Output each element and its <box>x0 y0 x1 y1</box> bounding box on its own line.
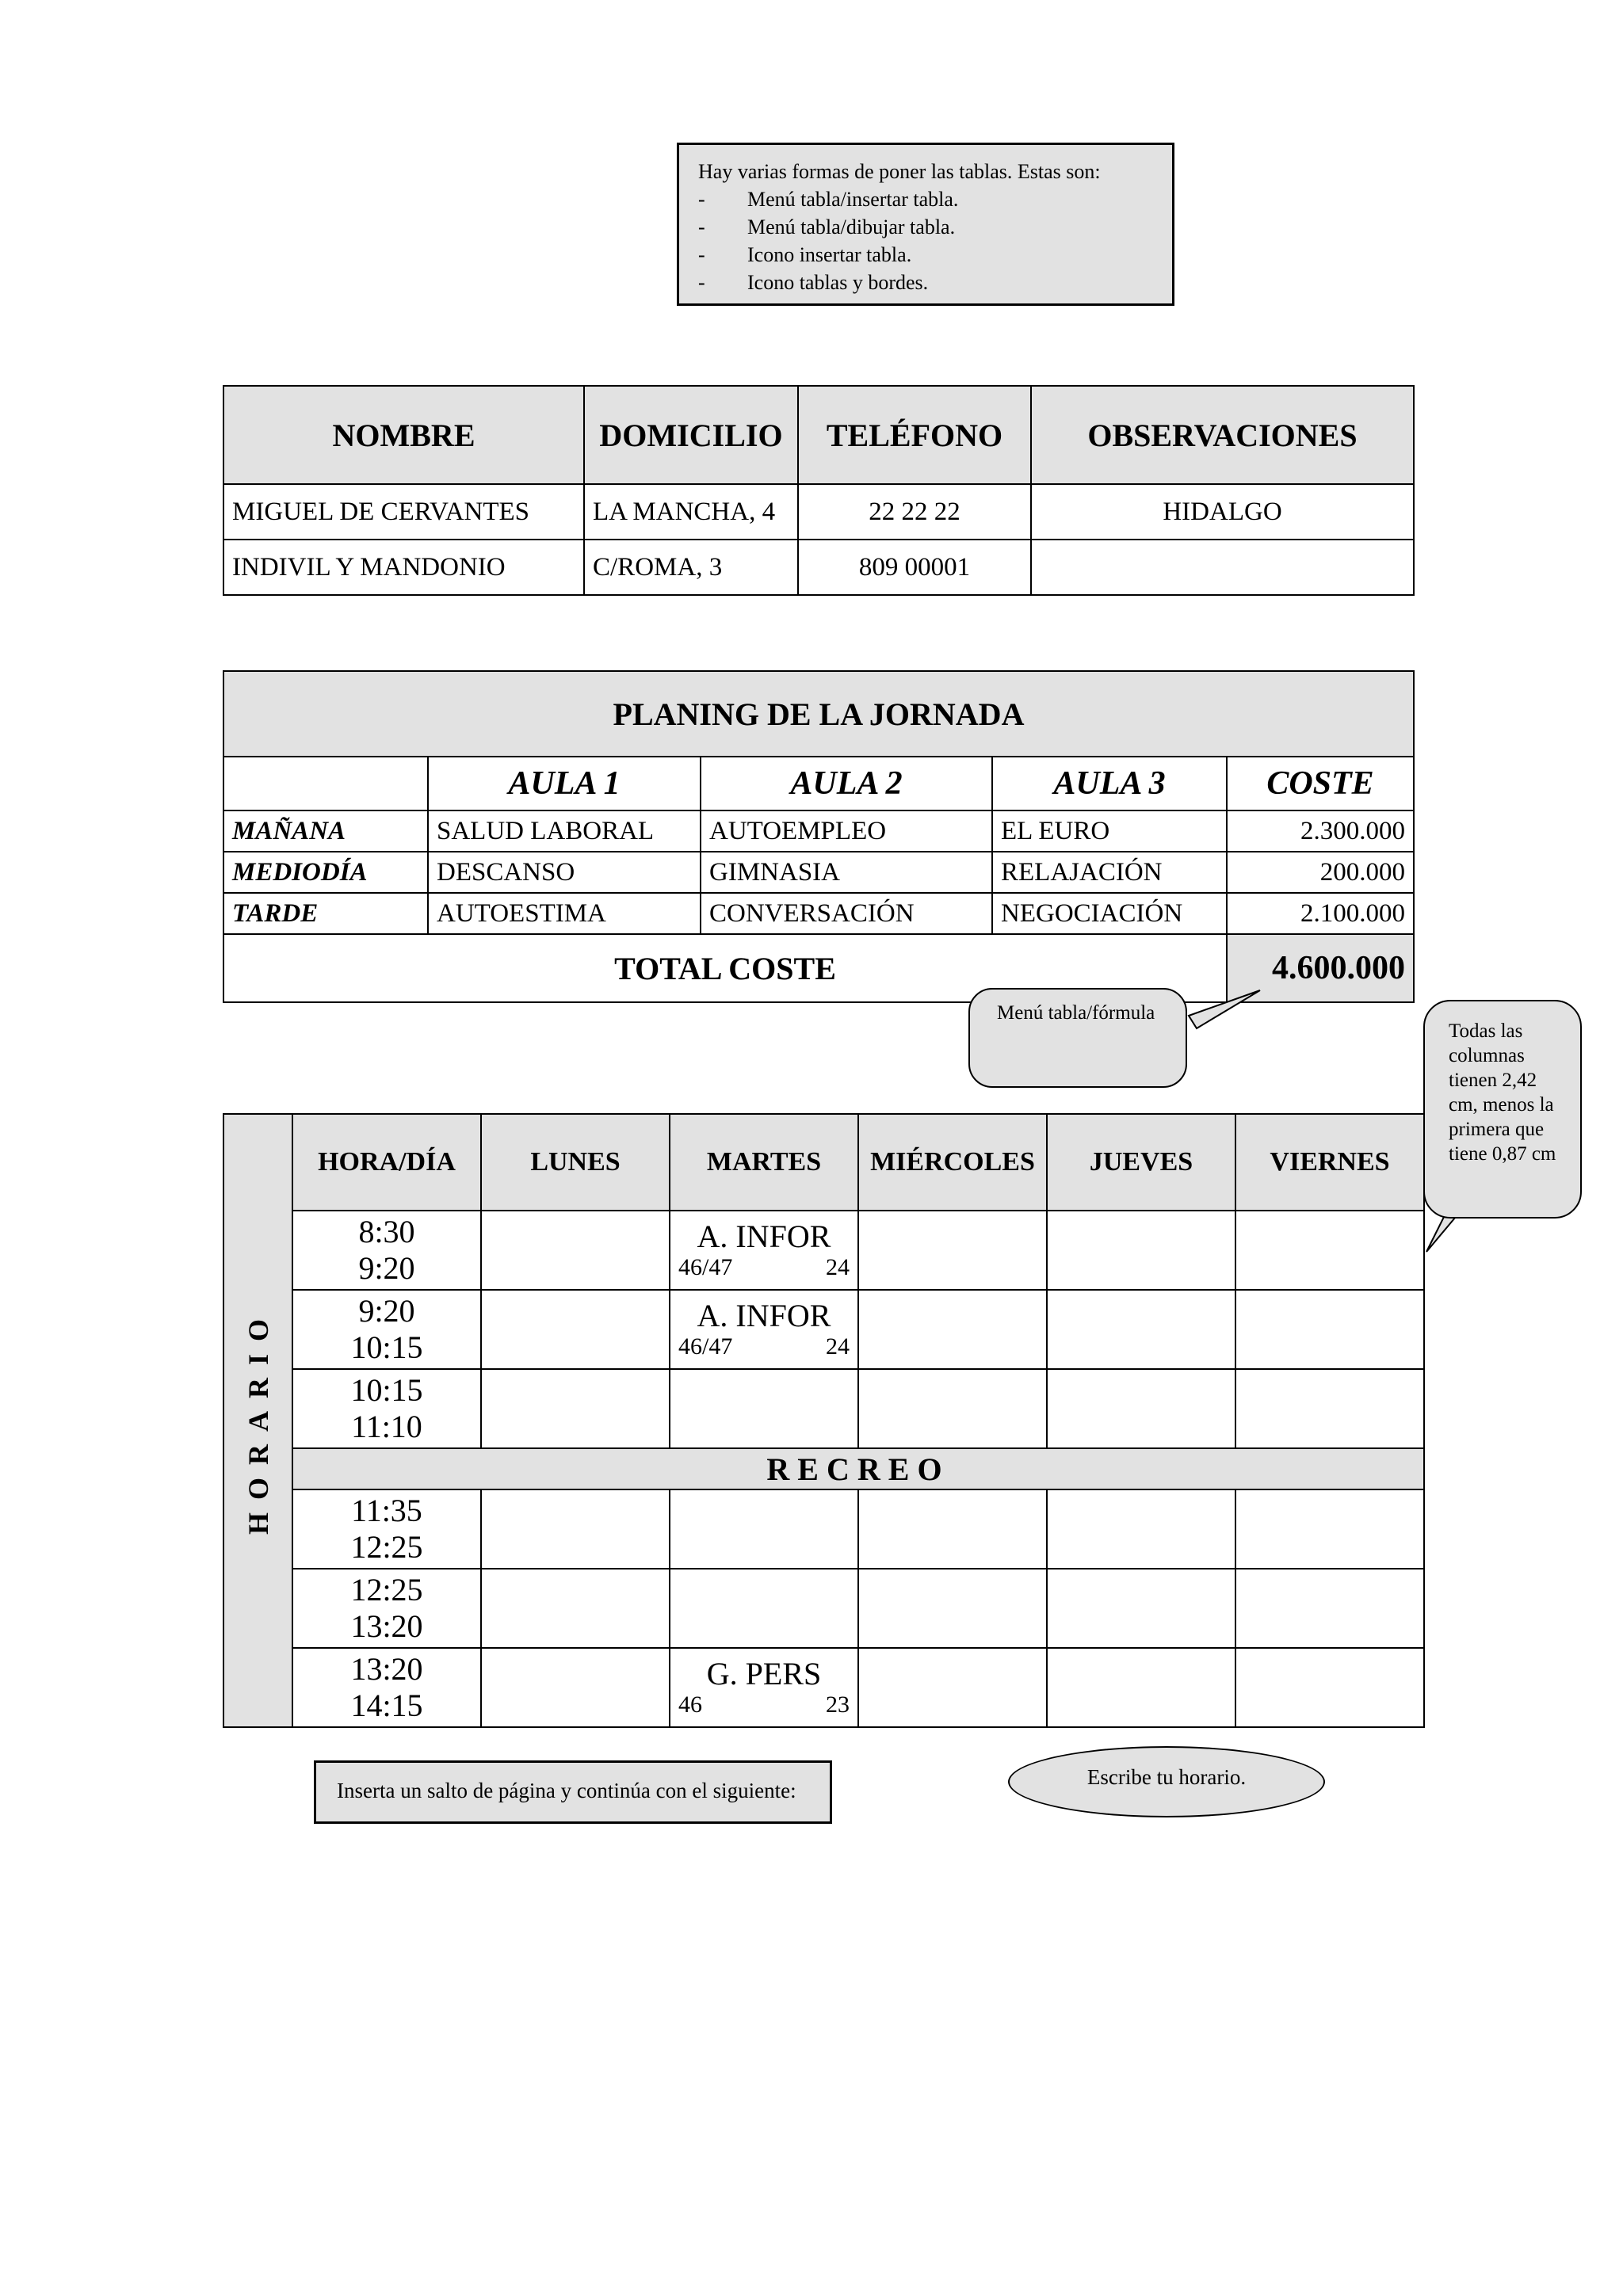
cell-viernes <box>1235 1489 1424 1569</box>
cell-lunes <box>481 1569 670 1648</box>
cell-martes <box>670 1489 858 1569</box>
planning-title-row <box>223 671 1414 757</box>
schedule-table <box>223 1113 1425 1728</box>
cell: HIDALGO <box>1031 484 1414 540</box>
cell-miercoles <box>858 1489 1047 1569</box>
cell: EL EURO <box>992 810 1227 852</box>
cell: SALUD LABORAL <box>428 810 701 852</box>
schedule-side-label: HORARIO <box>223 1114 292 1727</box>
time-cell: 8:30 9:20 <box>292 1211 481 1290</box>
code: 24 <box>826 1254 850 1280</box>
table-row <box>223 1369 1424 1448</box>
header-jueves: JUEVES <box>1047 1114 1235 1211</box>
cell-viernes <box>1235 1648 1424 1727</box>
table-row <box>223 810 1414 852</box>
cell: 809 00001 <box>798 540 1031 595</box>
cell: RELAJACIÓN <box>992 852 1227 893</box>
cost-cell: 200.000 <box>1227 852 1414 893</box>
header-miercoles: MIÉRCOLES <box>858 1114 1047 1211</box>
cell-jueves <box>1047 1648 1235 1727</box>
cell: C/ROMA, 3 <box>584 540 798 595</box>
room: 46 <box>678 1691 702 1718</box>
cell-viernes <box>1235 1369 1424 1448</box>
cell: GIMNASIA <box>701 852 992 893</box>
header-viernes: VIERNES <box>1235 1114 1424 1211</box>
contacts-table <box>223 385 1415 596</box>
planning-title: PLANING DE LA JORNADA <box>223 671 1414 757</box>
row-label: TARDE <box>223 893 428 934</box>
cell-lunes <box>481 1648 670 1727</box>
code: 23 <box>826 1691 850 1718</box>
time-cell: 10:15 11:10 <box>292 1369 481 1448</box>
column-coste: COSTE <box>1227 757 1414 810</box>
write-schedule-oval: Escribe tu horario. <box>1008 1746 1325 1817</box>
cell-lunes <box>481 1489 670 1569</box>
room: 46/47 <box>678 1333 733 1360</box>
header-lunes: LUNES <box>481 1114 670 1211</box>
info-item: - Icono insertar tabla. <box>698 243 912 266</box>
header-observaciones: OBSERVACIONES <box>1031 386 1414 484</box>
table-row <box>223 852 1414 893</box>
cell-miercoles <box>858 1211 1047 1290</box>
cell-viernes <box>1235 1290 1424 1369</box>
table-row <box>223 1290 1424 1369</box>
cell-viernes <box>1235 1211 1424 1290</box>
cell-martes <box>670 1369 858 1448</box>
cell: 22 22 22 <box>798 484 1031 540</box>
cell-lunes <box>481 1211 670 1290</box>
page-break-note: Inserta un salto de página y continúa con el siguiente: <box>314 1760 832 1824</box>
cell-martes <box>670 1211 858 1290</box>
column-aula-3: AULA 3 <box>992 757 1227 810</box>
cell: AUTOESTIMA <box>428 893 701 934</box>
cell: AUTOEMPLEO <box>701 810 992 852</box>
table-row <box>223 893 1414 934</box>
total-value: 4.600.000 <box>1227 934 1414 1002</box>
cell-jueves <box>1047 1489 1235 1569</box>
room: 46/47 <box>678 1254 733 1280</box>
cell-martes <box>670 1569 858 1648</box>
info-box <box>677 143 1174 306</box>
column-aula-2: AULA 2 <box>701 757 992 810</box>
cell-jueves <box>1047 1369 1235 1448</box>
cell-martes <box>670 1648 858 1727</box>
cell: NEGOCIACIÓN <box>992 893 1227 934</box>
header-martes: MARTES <box>670 1114 858 1211</box>
table-row <box>223 1489 1424 1569</box>
time-cell: 9:20 10:15 <box>292 1290 481 1369</box>
header-domicilio: DOMICILIO <box>584 386 798 484</box>
code: 24 <box>826 1333 850 1360</box>
cell: DESCANSO <box>428 852 701 893</box>
cell-lunes <box>481 1290 670 1369</box>
cell-lunes <box>481 1369 670 1448</box>
contacts-header-row <box>223 386 1414 484</box>
cell: MIGUEL DE CERVANTES <box>223 484 584 540</box>
row-label: MAÑANA <box>223 810 428 852</box>
subject: A. INFOR <box>697 1219 831 1254</box>
cost-cell: 2.300.000 <box>1227 810 1414 852</box>
column-empty <box>223 757 428 810</box>
break-label: RECREO <box>292 1448 1424 1489</box>
cell: INDIVIL Y MANDONIO <box>223 540 584 595</box>
cost-cell: 2.100.000 <box>1227 893 1414 934</box>
header-telefono: TELÉFONO <box>798 386 1031 484</box>
formula-callout: Menú tabla/fórmula <box>968 988 1187 1088</box>
subject: G. PERS <box>706 1656 822 1691</box>
table-row <box>223 484 1414 540</box>
info-item: - Menú tabla/insertar tabla. <box>698 188 959 211</box>
cell <box>1031 540 1414 595</box>
schedule-header-row <box>223 1114 1424 1211</box>
table-row <box>223 1569 1424 1648</box>
cell-miercoles <box>858 1648 1047 1727</box>
cell-jueves <box>1047 1290 1235 1369</box>
columns-callout: Todas las columnas tienen 2,42 cm, menos la primera que tiene 0,87 cm <box>1423 1000 1582 1219</box>
planning-columns-row <box>223 757 1414 810</box>
table-row <box>223 1211 1424 1290</box>
cell-miercoles <box>858 1369 1047 1448</box>
planning-table <box>223 670 1415 1003</box>
row-label: MEDIODÍA <box>223 852 428 893</box>
time-cell: 13:20 14:15 <box>292 1648 481 1727</box>
cell-miercoles <box>858 1569 1047 1648</box>
total-label: TOTAL COSTE <box>223 934 1227 1002</box>
header-hora-dia: HORA/DÍA <box>292 1114 481 1211</box>
formula-callout-tail <box>1189 990 1260 1028</box>
table-row <box>223 1648 1424 1727</box>
cell-miercoles <box>858 1290 1047 1369</box>
column-aula-1: AULA 1 <box>428 757 701 810</box>
cell-jueves <box>1047 1211 1235 1290</box>
cell-viernes <box>1235 1569 1424 1648</box>
time-cell: 11:35 12:25 <box>292 1489 481 1569</box>
table-row <box>223 540 1414 595</box>
time-cell: 12:25 13:20 <box>292 1569 481 1648</box>
header-nombre: NOMBRE <box>223 386 584 484</box>
info-intro: Hay varias formas de poner las tablas. Estas son: <box>698 160 1101 183</box>
subject: A. INFOR <box>697 1298 831 1333</box>
cell: LA MANCHA, 4 <box>584 484 798 540</box>
break-row <box>223 1448 1424 1489</box>
cell: CONVERSACIÓN <box>701 893 992 934</box>
cell-martes <box>670 1290 858 1369</box>
info-item: - Menú tabla/dibujar tabla. <box>698 215 956 238</box>
info-item: - Icono tablas y bordes. <box>698 271 929 294</box>
cell-jueves <box>1047 1569 1235 1648</box>
